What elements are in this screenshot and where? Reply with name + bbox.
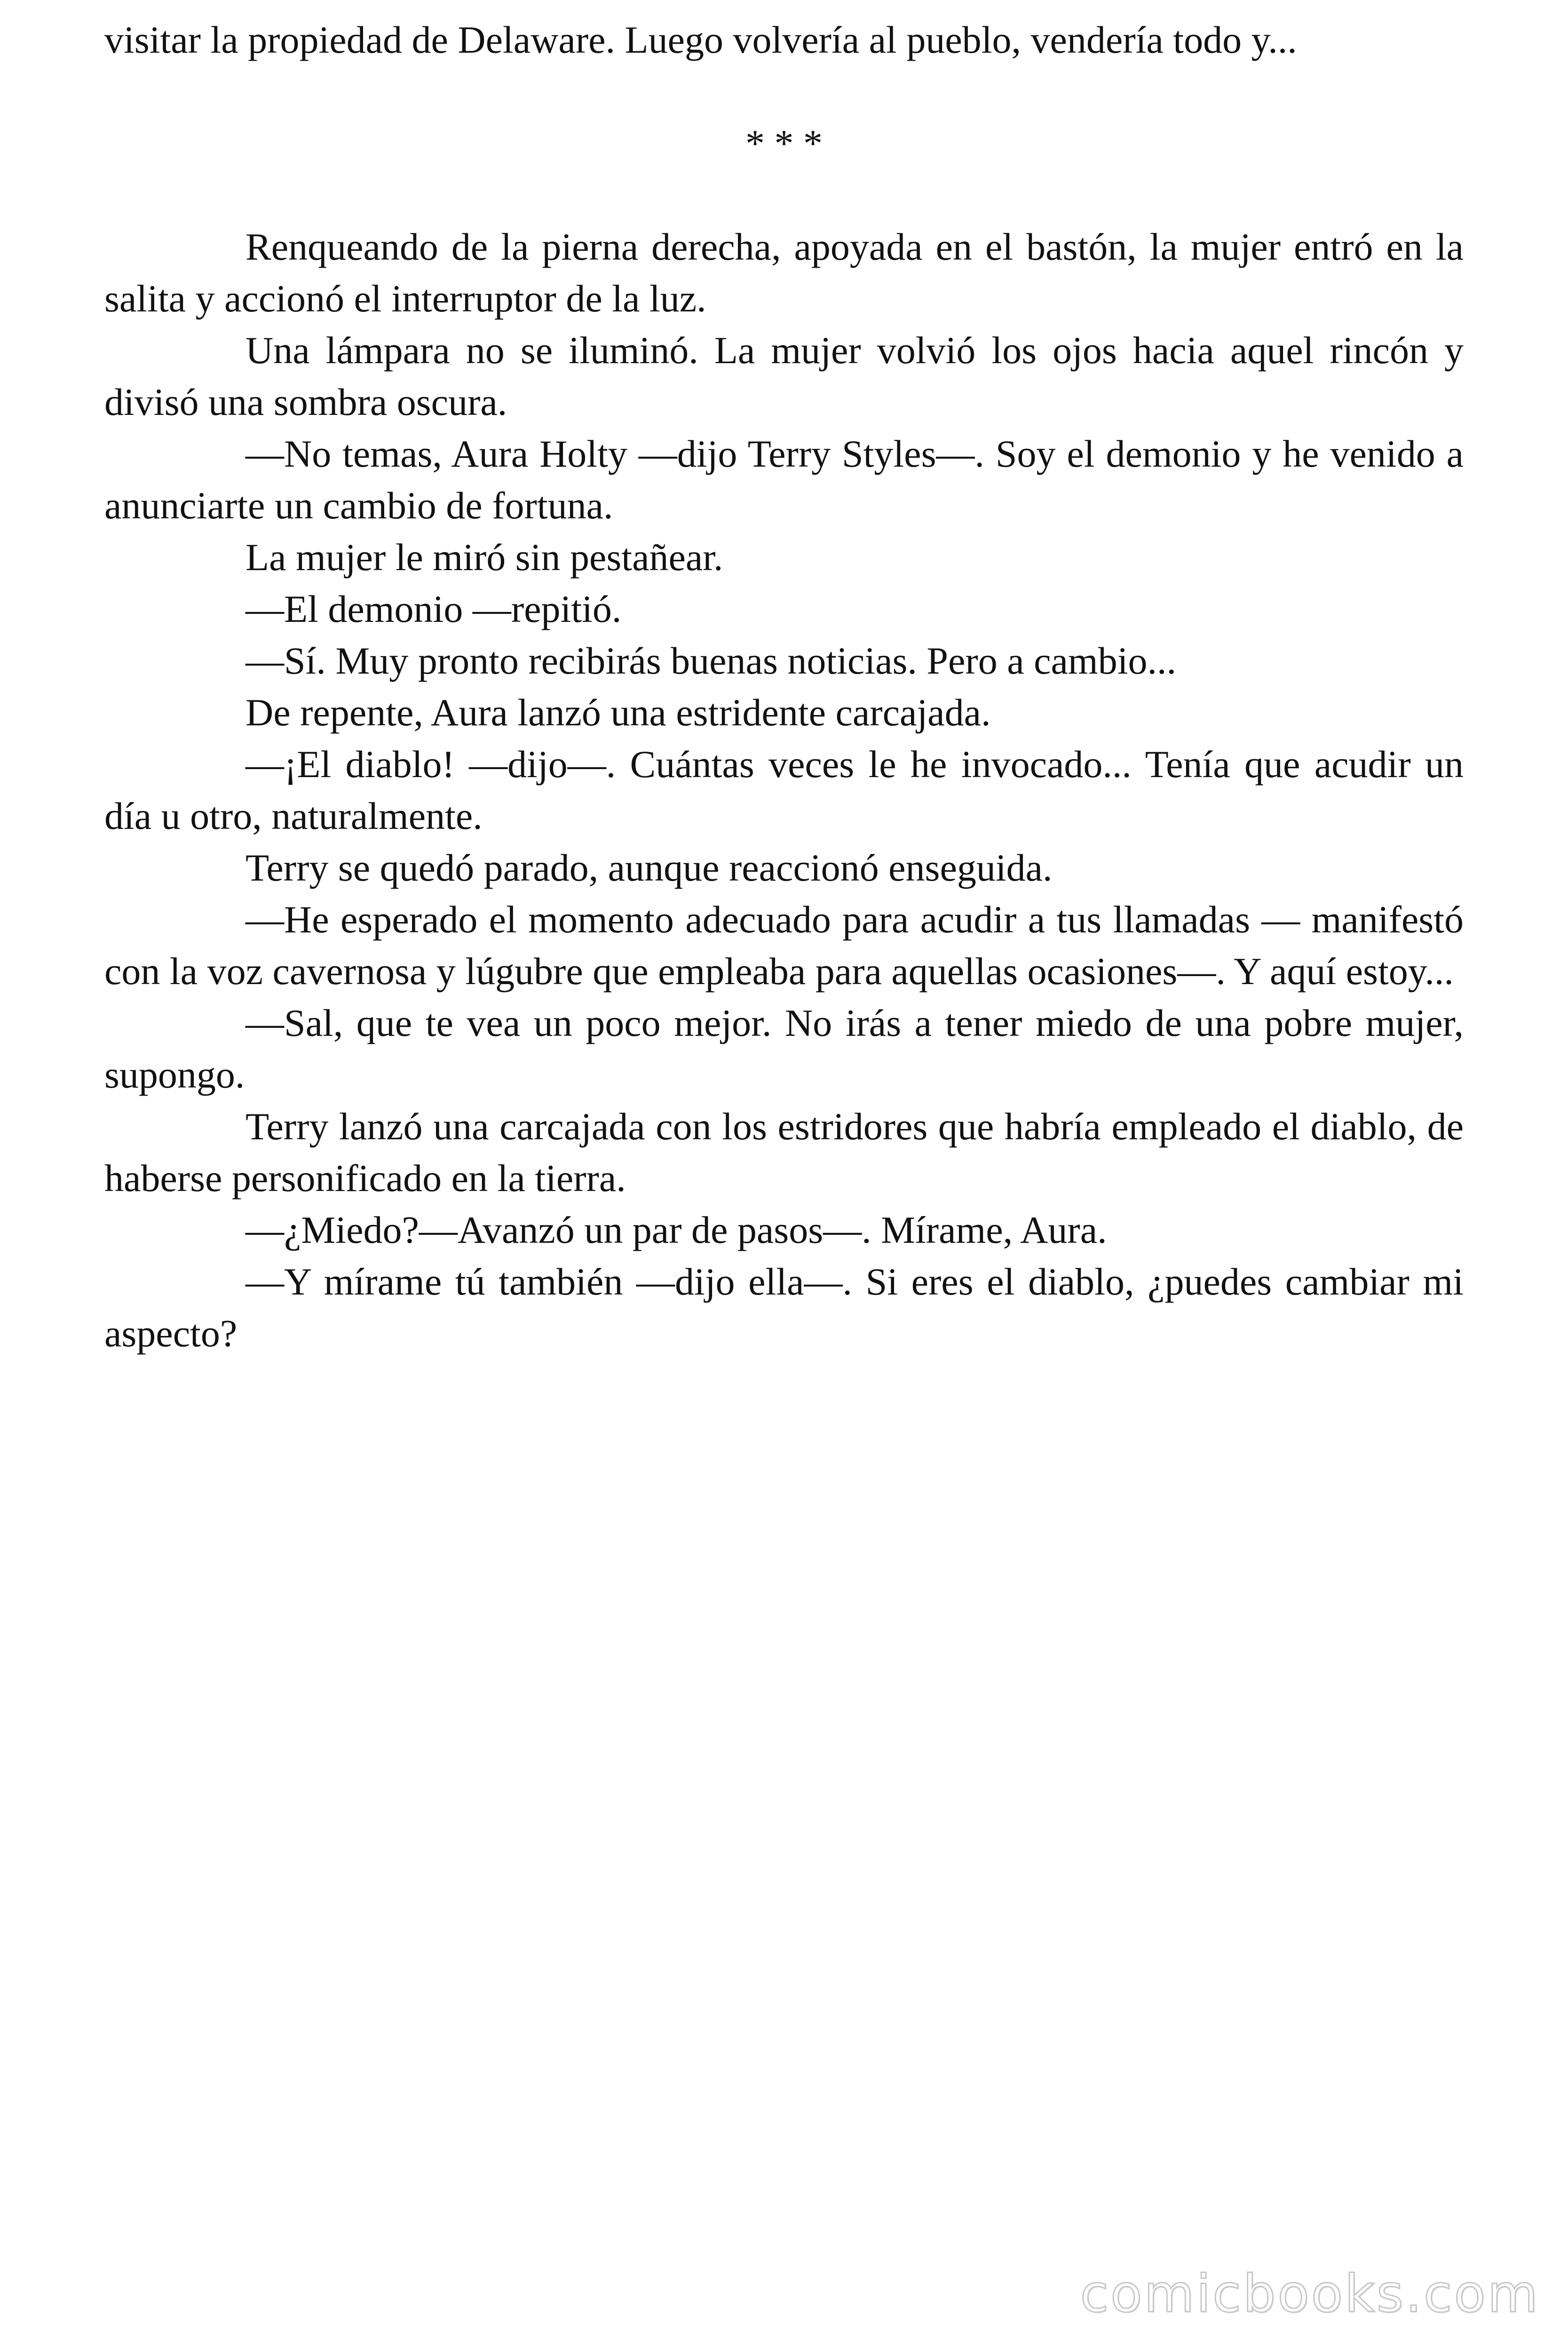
paragraph-14: —Y mírame tú también —dijo ella—. Si eres el diablo, ¿puedes cambiar mi aspecto?	[104, 1260, 1464, 1355]
paragraph-12: Terry lanzó una carcajada con los estridores que habría empleado el diablo, de haberse personificado en la tierra.	[104, 1105, 1464, 1200]
section-separator: * * *	[745, 122, 823, 165]
paragraph-8: —¡El diablo! —dijo—. Cuántas veces le he invocado... Tenía que acudir un día u otro, naturalmente.	[104, 743, 1464, 837]
paragraph-1: Renqueando de la pierna derecha, apoyada en el bastón, la mujer entró en la salita y accionó el interruptor de la luz.	[104, 225, 1464, 320]
paragraph-13: —¿Miedo?—Avanzó un par de pasos—. Mírame, Aura.	[245, 1208, 1107, 1251]
paragraph-11: —Sal, que te vea un poco mejor. No irás a tener miedo de una pobre mujer, supongo.	[104, 1001, 1464, 1096]
lead-paragraph: visitar la propiedad de Delaware. Luego volvería al pueblo, vendería todo y...	[104, 18, 1297, 61]
site-watermark: comicbooks.com	[1080, 2264, 1540, 2324]
paragraph-2: Una lámpara no se iluminó. La mujer volvió los ojos hacia aquel rincón y divisó una sombra oscura.	[104, 329, 1464, 423]
paragraph-10: —He esperado el momento adecuado para acudir a tus llamadas — manifestó con la voz cavernosa y lúgubre que empleaba para aquellas ocasiones—. Y aquí estoy...	[104, 898, 1464, 993]
document-page	[104, 14, 1464, 1359]
paragraph-7: De repente, Aura lanzó una estridente carcajada.	[245, 691, 991, 734]
paragraph-4: La mujer le miró sin pestañear.	[245, 536, 723, 579]
paragraph-6: —Sí. Muy pronto recibirás buenas noticias. Pero a cambio...	[245, 639, 1176, 682]
paragraph-3: —No temas, Aura Holty —dijo Terry Styles—. Soy el demonio y he venido a anunciarte un cambio de fortuna.	[104, 432, 1464, 527]
paragraph-9: Terry se quedó parado, aunque reaccionó enseguida.	[245, 846, 1053, 889]
paragraph-5: —El demonio —repitió.	[245, 588, 622, 630]
